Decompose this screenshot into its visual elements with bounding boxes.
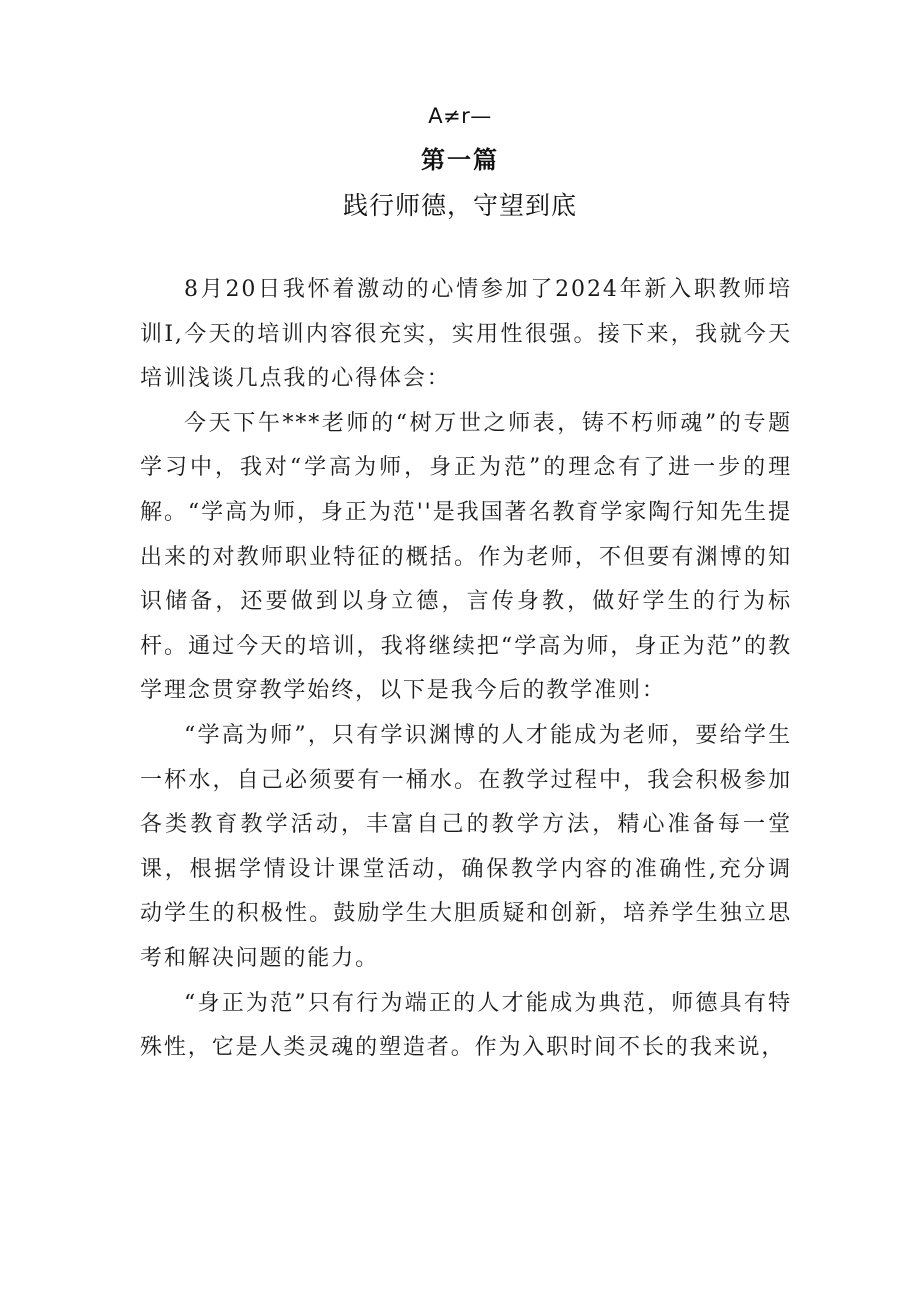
paragraph-training-theme: 今天下午***老师的“树万世之师表，铸不朽师魂”的专题学习中，我对“学高为师，身正为范”的理念有了进一步的理解。“学高为师，身正为范''是我国著名教育学家陶行知先生提出来的对教师职业特征的概括。作为老师，不但要有渊博的知识储备，还要做到以身立德，言传身教，做好学生的行为标杆。通过今天的培训，我将继续把“学高为师，身正为范”的教学理念贯穿教学始终，以下是我今后的教学准则：	[140, 410, 792, 704]
paragraph-intro: 8月20日我怀着激动的心情参加了2024年新入职教师培训I,今天的培训内容很充实，实用性很强。接下来，我就今天培训浅谈几点我的心得体会：	[140, 277, 792, 392]
article-body	[140, 268, 792, 1071]
document-header-mark: A≠r—	[428, 104, 492, 128]
paragraph-xue-gao-wei-shi: “学高为师”，只有学识渊博的人才能成为老师，要给学生一杯水，自己必须要有一桶水。在教学过程中，我会积极参加各类教育教学活动，丰富自己的教学方法，精心准备每一堂课，根据学情设计课堂活动，确保教学内容的准确性,充分调动学生的积极性。鼓励学生大胆质疑和创新，培养学生独立思考和解决问题的能力。	[140, 722, 792, 971]
chapter-title: 第一篇	[421, 146, 499, 174]
article-title: 践行师德，守望到底	[342, 191, 577, 220]
paragraph-shen-zheng-wei-fan: “身正为范”只有行为端正的人才能成为典范，师德具有特殊性，它是人类灵魂的塑造者。作为入职时间不长的我来说，	[140, 990, 792, 1061]
